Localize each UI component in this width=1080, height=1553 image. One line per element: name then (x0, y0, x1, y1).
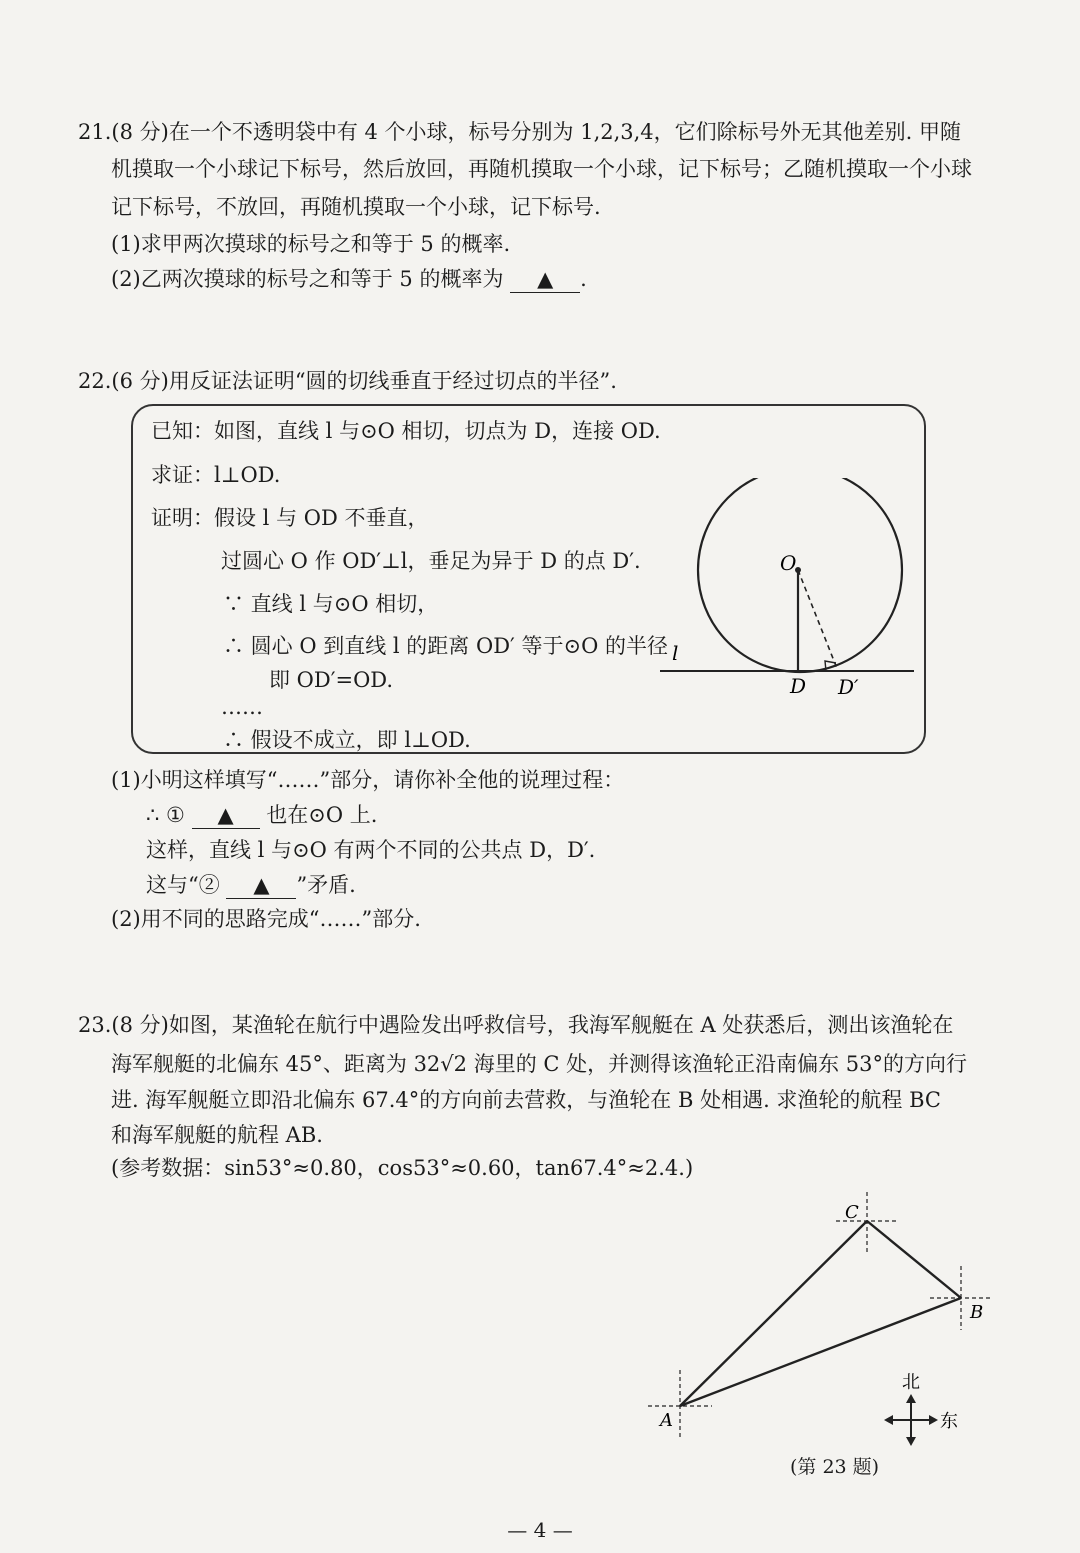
q23-line4: 和海军舰艇的航程 AB. (111, 1123, 323, 1147)
navigation-figure (640, 1190, 1000, 1450)
label-A: A (660, 1410, 673, 1431)
compass-icon (884, 1394, 938, 1446)
label-C: C (845, 1202, 859, 1223)
q21-part1: (1)求甲两次摸球的标号之和等于 5 的概率. (111, 232, 511, 256)
compass-north: 北 (902, 1372, 920, 1393)
proof-prove: 求证：l⊥OD. (151, 463, 281, 487)
label-D: D (790, 674, 807, 698)
fill3-suffix: ”矛盾. (296, 873, 356, 897)
q21-line2: 机摸取一个小球记下标号，然后放回，再随机摸取一个小球，记下标号；乙随机摸取一个小球 (111, 157, 972, 181)
page-number: — 4 — (507, 1518, 573, 1542)
q21-line1: 21.(8 分)在一个不透明袋中有 4 个小球，标号分别为 1,2,3,4，它们除标号外无其他差别. 甲随 (78, 120, 962, 144)
q21-part2 (111, 264, 587, 294)
q22-fill1 (146, 800, 377, 830)
proof-given: 已知：如图，直线 l 与⊙O 相切，切点为 D，连接 OD. (151, 419, 661, 443)
proof-line4: ∴ 圆心 O 到直线 l 的距离 OD′ 等于⊙O 的半径 (223, 634, 668, 658)
q23-line2: 海军舰艇的北偏东 45°、距离为 32√2 海里的 C 处，并测得该渔轮正沿南偏东 53°的方向行 (111, 1052, 968, 1076)
circle-O (698, 478, 902, 672)
q22-sub1: (1)小明这样填写“……”部分，请你补全他的说理过程： (111, 768, 625, 792)
proof-line1: 证明：假设 l 与 OD 不垂直， (151, 506, 429, 530)
segment-ODp (798, 570, 838, 671)
segment-CB (867, 1221, 961, 1298)
fill3-prefix: 这与“② (146, 873, 220, 897)
proof-line2: 过圆心 O 作 OD′⊥l，垂足为异于 D 的点 D′. (221, 549, 641, 573)
q21-line3: 记下标号，不放回，再随机摸取一个小球，记下标号. (111, 195, 601, 219)
proof-conclusion: ∴ 假设不成立，即 l⊥OD. (223, 728, 471, 752)
q22-sub2: (2)用不同的思路完成“……”部分. (111, 907, 421, 931)
figure-caption: (第 23 题) (790, 1456, 880, 1478)
proof-line5: 即 OD′=OD. (269, 668, 394, 692)
fill1-blank: ▲ (192, 802, 260, 829)
fill1-suffix: 也在⊙O 上. (266, 803, 378, 827)
q21-part2-text: (2)乙两次摸球的标号之和等于 5 的概率为 (111, 267, 504, 291)
q22-fill2: 这样，直线 l 与⊙O 有两个不同的公共点 D，D′. (146, 838, 596, 862)
label-B: B (970, 1302, 984, 1323)
q23-reference-data: (参考数据：sin53°≈0.80，cos53°≈0.60，tan67.4°≈2.4.) (111, 1156, 694, 1180)
fill1-prefix: ∴ ① (146, 803, 185, 827)
q22-fill3 (146, 870, 356, 900)
q22-title: 22.(6 分)用反证法证明“圆的切线垂直于经过切点的半径”. (78, 369, 617, 393)
proof-line3: ∵ 直线 l 与⊙O 相切， (223, 592, 439, 616)
segment-AC (680, 1221, 867, 1406)
q23-line3: 进. 海军舰艇立即沿北偏东 67.4°的方向前去营救，与渔轮在 B 处相遇. 求渔轮的航程 BC (111, 1088, 941, 1112)
circle-tangent-figure (640, 478, 930, 708)
fill3-blank: ▲ (226, 872, 296, 899)
compass-east: 东 (940, 1411, 958, 1432)
proof-ellipsis: …… (221, 695, 263, 719)
label-l: l (672, 641, 679, 665)
q21-answer-blank: ▲ (510, 266, 580, 293)
label-D-prime: D′ (838, 675, 859, 699)
q23-line1: 23.(8 分)如图，某渔轮在航行中遇险发出呼救信号，我海军舰艇在 A 处获悉后，测出该渔轮在 (78, 1013, 954, 1037)
q21-part2-end: . (580, 267, 587, 291)
label-O: O (780, 551, 797, 575)
